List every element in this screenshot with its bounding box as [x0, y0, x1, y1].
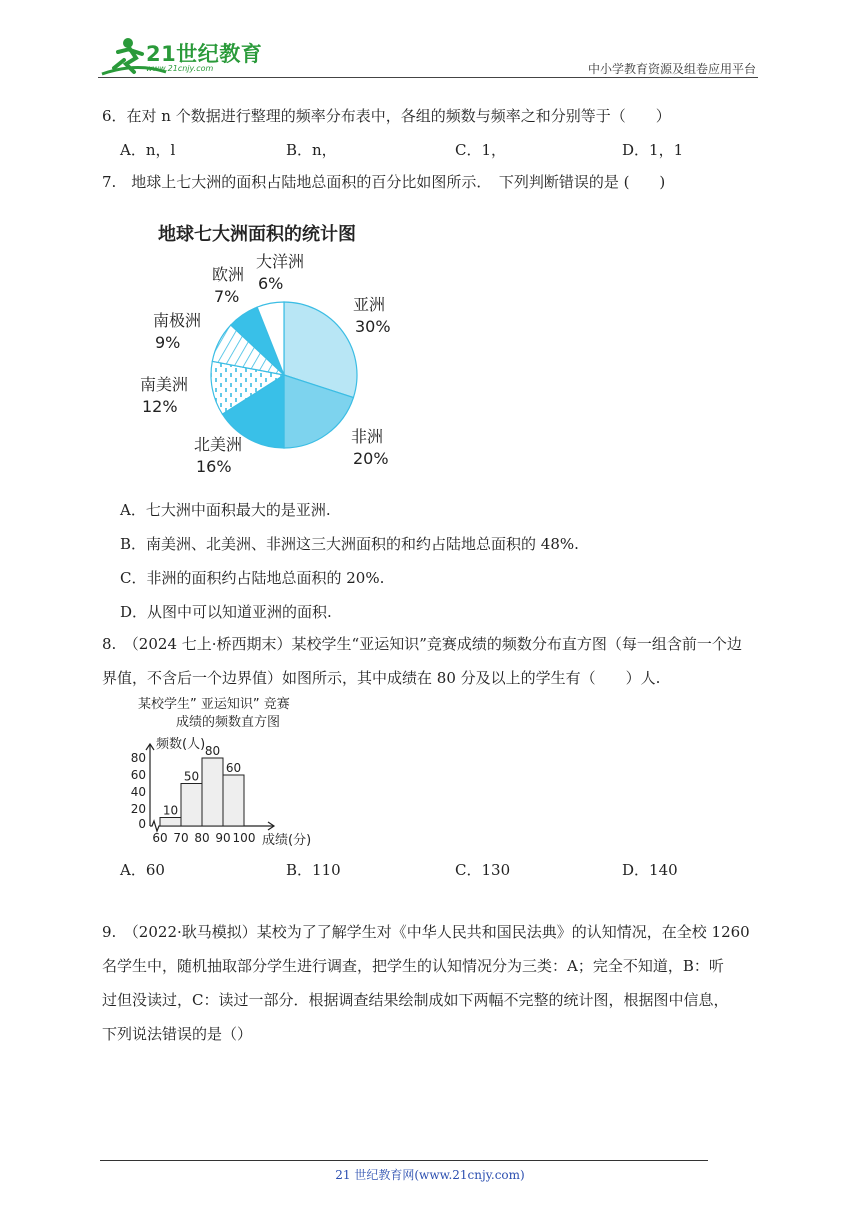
- histogram-bar: [223, 775, 244, 826]
- pie-slice-percent: 12%: [142, 397, 178, 416]
- logo-url: www.21cnjy.com: [146, 64, 214, 73]
- pie-chart: [138, 212, 398, 488]
- histogram-bar-value: 60: [225, 761, 242, 775]
- header-platform-text: 中小学教育资源及组卷应用平台: [587, 62, 756, 76]
- pie-slice-percent: 6%: [258, 274, 284, 293]
- histogram-bar: [181, 784, 202, 827]
- q7-option-a: A．七大洲中面积最大的是亚洲.: [120, 501, 331, 519]
- histogram-chart: [112, 692, 352, 856]
- x-tick-label: 80: [194, 831, 210, 845]
- pie-slice-name: 南美洲: [140, 375, 189, 394]
- pie-slice-percent: 9%: [155, 333, 181, 352]
- logo-text: 21世纪教育: [146, 42, 263, 66]
- pie-slice-percent: 30%: [355, 317, 391, 336]
- question-9-line4: 下列说法错误的是（）: [102, 1025, 253, 1043]
- y-axis-label: 频数(人): [156, 737, 206, 752]
- histogram-title-line1: 某校学生” 亚运知识” 竞赛: [138, 697, 290, 712]
- pie-slice-name: 北美洲: [194, 435, 243, 454]
- histogram-bar: [160, 818, 181, 827]
- pie-slice-percent: 7%: [214, 287, 240, 306]
- header-divider: [98, 77, 758, 78]
- pie-slice-name: 非洲: [351, 427, 384, 446]
- q7-option-b: B．南美洲、北美洲、非洲这三大洲面积的和约占陆地总面积的 48%.: [120, 535, 579, 553]
- q6-option-d: D．1，1: [622, 141, 684, 159]
- q6-option-b: B．n，: [286, 141, 337, 159]
- pie-slice-name: 大洋洲: [256, 252, 305, 271]
- x-tick-label: 100: [232, 831, 256, 845]
- footer-divider: [100, 1160, 708, 1161]
- histogram-title-line2: 成绩的频数直方图: [176, 715, 281, 730]
- x-tick-label: 90: [215, 831, 231, 845]
- x-axis-label: 成绩(分): [262, 833, 312, 848]
- footer-link[interactable]: 21 世纪教育网(www.21cnjy.com): [335, 1168, 525, 1182]
- pie-slice-name: 南极洲: [153, 311, 202, 330]
- q8-option-b: B．110: [286, 861, 341, 879]
- histogram-bar: [202, 758, 223, 826]
- y-tick-label: 40: [130, 785, 146, 799]
- q8-option-a: A．60: [120, 861, 165, 879]
- question-8-stem-line1: 8. （2024 七上·桥西期末）某校学生“亚运知识”竞赛成绩的频数分布直方图（每一组含前一个边: [102, 635, 742, 653]
- pie-slice-percent: 20%: [353, 449, 389, 468]
- x-tick-label: 60: [152, 831, 168, 845]
- question-6-stem: 6．在对 n 个数据进行整理的频率分布表中，各组的频数与频率之和分别等于（ ）: [102, 107, 671, 125]
- pie-slice-percent: 16%: [196, 457, 232, 476]
- q8-option-d: D．140: [622, 861, 678, 879]
- pie-slice-name: 亚洲: [353, 295, 386, 314]
- q6-option-a: A．n，l: [120, 141, 176, 159]
- question-9-line1: 9. （2022·耿马模拟）某校为了了解学生对《中华人民共和国民法典》的认知情况，在全校 1260: [102, 923, 750, 941]
- x-tick-label: 70: [173, 831, 189, 845]
- y-tick-label: 20: [130, 802, 146, 816]
- histogram-bar-value: 50: [183, 769, 200, 784]
- question-8-stem-line2: 界值，不含后一个边界值）如图所示，其中成绩在 80 分及以上的学生有（ ）人.: [102, 669, 661, 687]
- histogram-bar-value: 10: [162, 803, 179, 818]
- pie-title: 地球七大洲面积的统计图: [158, 224, 356, 245]
- question-9-line2: 名学生中，随机抽取部分学生进行调查，把学生的认知情况分为三类：A；完全不知道，B：听: [102, 957, 724, 975]
- question-9-line3: 过但没读过，C：读过一部分．根据调查结果绘制成如下两幅不完整的统计图，根据图中信息，: [102, 991, 729, 1009]
- q6-option-c: C．1，: [455, 141, 507, 159]
- q8-option-c: C．130: [455, 861, 511, 879]
- q7-option-c: C．非洲的面积约占陆地总面积的 20%.: [120, 569, 385, 587]
- pie-slice-name: 欧洲: [212, 265, 245, 284]
- question-7-stem: 7. 地球上七大洲的面积占陆地总面积的百分比如图所示． 下列判断错误的是 ( ): [102, 173, 666, 191]
- histogram-bar-value: 80: [204, 744, 221, 758]
- y-tick-label: 80: [130, 751, 146, 765]
- y-tick-label: 60: [130, 768, 146, 782]
- q7-option-d: D．从图中可以知道亚洲的面积.: [120, 603, 332, 621]
- y-tick-label: 0: [138, 817, 146, 831]
